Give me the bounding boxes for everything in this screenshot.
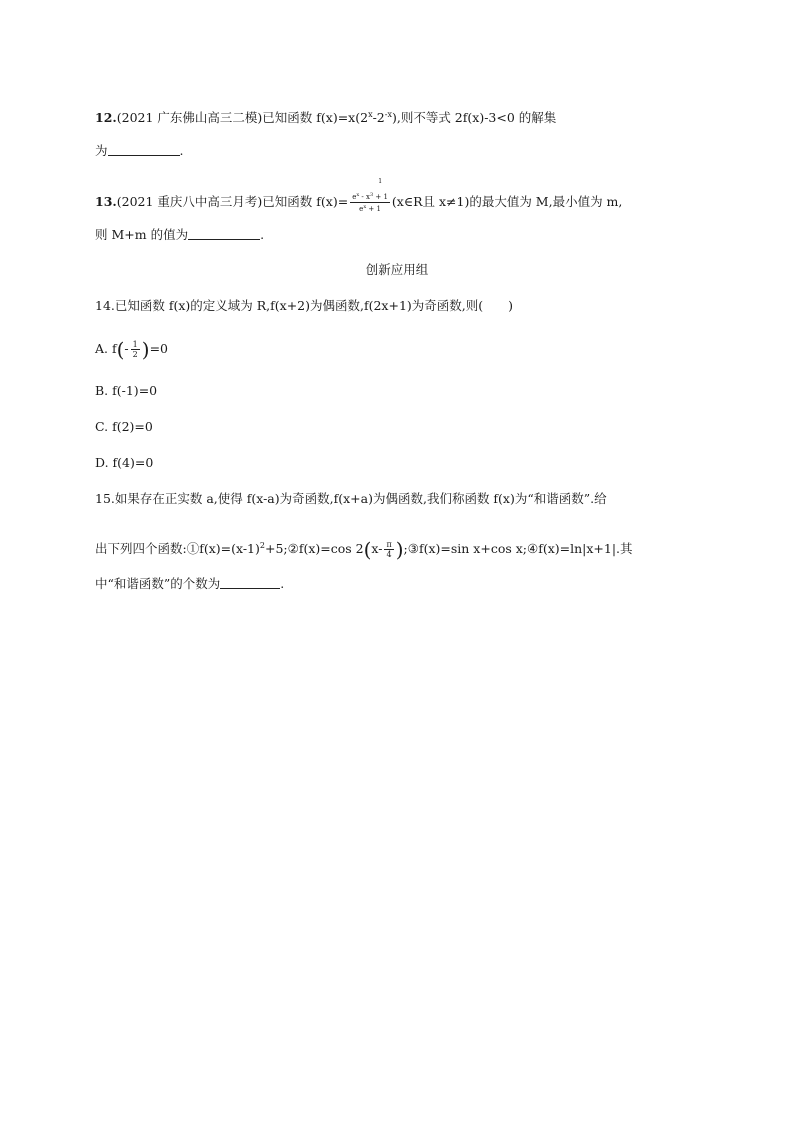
question-12: 12.(2021 广东佛山高三二模)已知函数 $f(x)=x(2^x-2^{-x})$,则不等式 2f(x)-3<0 的解集 bbox=[95, 110, 557, 125]
pi-over-four: $\frac{\pi}{4}$ bbox=[386, 540, 392, 559]
question-13-line-2: 则 M+m 的值为 . bbox=[95, 227, 265, 242]
answer-blank[interactable] bbox=[108, 143, 180, 156]
function-fraction bbox=[350, 178, 390, 214]
numerator-top-digit: 1 bbox=[378, 178, 383, 185]
question-source: (2021 广东佛山高三二模) bbox=[116, 110, 263, 125]
question-15-line-2: 出下列四个函数$:①f(x)=(x-1)^2+5;②f(x)=\cos$ 2(x- $\frac{\pi}{4}$ );③f(x)=sin x+cos x;④f(x)=ln|x+1|.其 bbox=[95, 537, 633, 562]
question-15-line-3: 中“和谐函数”的个数为 . bbox=[95, 576, 285, 591]
question-15: 15.如果存在正实数 a,使得 f(x-a)为奇函数,f(x+a)为偶函数,我们称函数 f(x)为“和谐函数”.给 bbox=[95, 491, 607, 506]
question-text: 已知函数 f(x)=x(2 bbox=[262, 110, 369, 125]
question-source: (2021 重庆八中高三月考) bbox=[116, 194, 263, 209]
fraction-numerator: $e^x - x^3 + 1$ 1 bbox=[352, 178, 388, 201]
question-number: 12. bbox=[95, 110, 117, 125]
answer-blank[interactable] bbox=[220, 576, 280, 589]
option-a-fraction: $\frac{1}{2}$ bbox=[132, 340, 138, 359]
answer-blank[interactable] bbox=[188, 227, 260, 240]
option-b: B. f(-1)=0 bbox=[95, 383, 158, 398]
exponent: x bbox=[368, 110, 373, 119]
exponent: -x bbox=[384, 110, 392, 119]
question-number: 13. bbox=[95, 194, 117, 209]
question-13: 13.(2021 重庆八中高三月考)已知函数 f(x)= $e^x - x^3 + 1$ 1 $e^x + 1$ (x∈R且 x≠1)的最大值为 M,最小值为 m, bbox=[95, 178, 623, 213]
option-c: C. f(2)=0 bbox=[95, 419, 153, 434]
option-a: A. f(- $\frac{1}{2}$ )=0 bbox=[95, 337, 168, 362]
option-d: D. f(4)=0 bbox=[95, 455, 154, 470]
section-title: 创新应用组 bbox=[365, 262, 429, 277]
question-14-stem: 14.已知函数 f(x)的定义域为 R,f(x+2)为偶函数,f(2x+1)为奇函数,则( ) bbox=[95, 298, 514, 313]
question-12-line-2: 为 . bbox=[95, 143, 184, 158]
fraction-denominator: $e^x + 1$ bbox=[359, 204, 381, 213]
